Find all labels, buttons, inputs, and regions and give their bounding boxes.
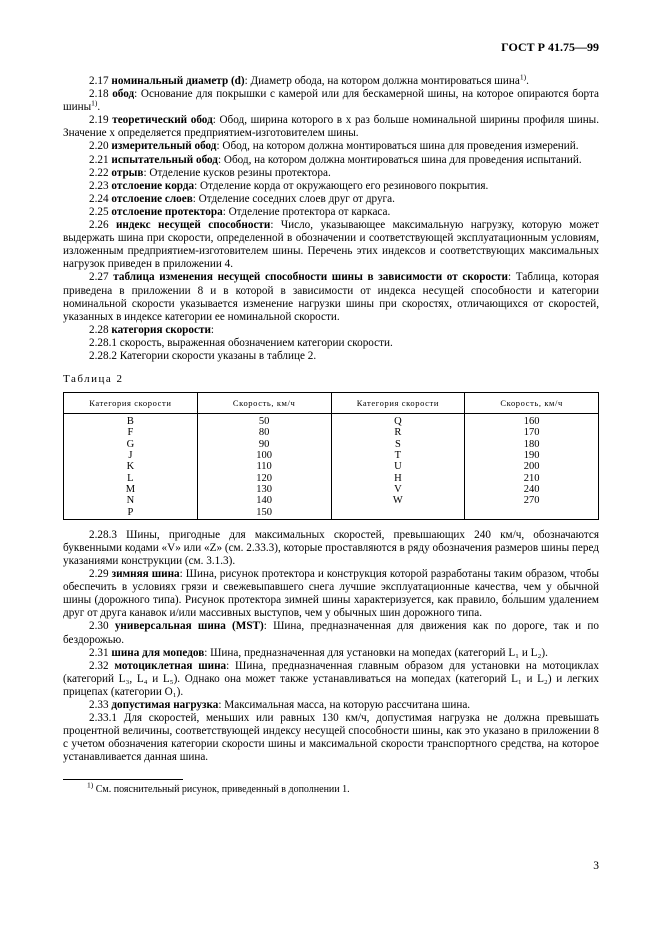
paragraphs-top: [63, 72, 600, 363]
document-body: [63, 72, 600, 796]
paragraph-2-18: [63, 88, 599, 114]
table-header-cell: Категория скорости: [331, 393, 465, 414]
table-cell: 130: [256, 483, 272, 495]
table-cell: 160: [523, 416, 540, 428]
table-column-category-2: [331, 414, 465, 520]
definition-text: : Отделение кусков резины протектора.: [143, 166, 331, 179]
paragraph-2-22: [63, 167, 599, 180]
table-cell: G: [126, 438, 135, 450]
table-cell: Q: [394, 416, 402, 428]
paragraph-number: 2.23: [89, 179, 109, 192]
table-caption: Таблица 2: [63, 373, 124, 386]
table-cell: 200: [523, 461, 540, 473]
table-cell: W: [392, 495, 403, 507]
table-cell: H: [394, 472, 402, 484]
paragraph-2-25: [63, 206, 599, 219]
footnote-text: См. пояснительный рисунок, приведенный в дополнении 1.: [95, 783, 350, 795]
paragraph-number: 2.31: [89, 646, 109, 659]
paragraph-2-28-1: [63, 337, 599, 350]
definition-text: : Шина, предназначенная главным образом для установки на мотоциклах (категорий L₃, L₄ и L₅). Однако она может также устанавливаться на мопедах (категорий L₁ и L₂) и легких прицепах (категории O₁).: [63, 659, 599, 698]
paragraph-2-17: [63, 72, 599, 88]
paragraph-2-30: [63, 620, 599, 646]
table-cell: U: [394, 461, 402, 473]
footnote-mark: 1): [87, 780, 94, 790]
paragraph-2-19: [63, 114, 599, 140]
definition-text: : Обод, на котором должна монтироваться шина для проведения испытаний.: [217, 153, 582, 166]
definition-text: скорость, выраженная обозначением категории скорости.: [119, 336, 393, 349]
table-column-speed-1: [197, 414, 331, 520]
paragraph-2-28-2: [63, 350, 599, 363]
footnote-ref: 1): [91, 98, 98, 108]
term: номинальный диаметр (d): [111, 75, 245, 87]
term: обод: [112, 88, 135, 101]
definition-text: :: [210, 323, 215, 336]
definition-text: : Шина, предназначенная для установки на мопедах (категорий L₁ и L₂).: [204, 646, 548, 659]
definition-text: : Число, указывающее максимальную нагрузку, которую может выдержать шина при скорости, определенной в обозначении и соответствующей эксплуатационным условиям, изложенным предприятием-изготовителем шины. Перечень этих индексов и соответствующих максимальных нагрузок приведен в приложении 4.: [63, 219, 600, 271]
paragraph-2-33-1: [63, 712, 599, 764]
definition-text: Категории скорости указаны в таблице 2.: [119, 349, 317, 362]
paragraph-2-24: [63, 193, 599, 206]
page-number: 3: [593, 860, 599, 872]
punctuation: .: [526, 75, 529, 87]
table-cell: 170: [523, 427, 540, 439]
term: теоретический обод: [112, 114, 213, 127]
document-header: ГОСТ Р 41.75—99: [501, 40, 599, 54]
definition-text: : Шина, рисунок протектора и конструкция которой разработаны таким образом, чтобы обеспечить в условиях грязи и свежевыпавшего снега лучшие эксплуатационные качества, чем у обычной шины (дорожного типа). Рисунок протектора зимней шины характеризуется, как правило, бо́льшим удалением друг от друга канавок и/или массивных выступов, чем у обычных шин дорожного типа.: [63, 568, 600, 620]
term: индекс несущей способности: [115, 219, 271, 232]
table-cell: T: [394, 450, 402, 462]
table-cell: P: [127, 506, 134, 518]
paragraph-number: 2.19: [89, 114, 109, 127]
table-cell: 240: [523, 483, 540, 495]
table-header-cell: Категория скорости: [64, 393, 198, 414]
table-cell: 110: [256, 461, 272, 473]
definition-text: : Отделение корда от окружающего его резинового покрытия.: [194, 179, 489, 192]
paragraph-2-20: [63, 140, 599, 153]
term: отрыв: [111, 166, 144, 179]
table-cell: 270: [523, 495, 540, 507]
paragraph-number: 2.24: [89, 192, 109, 205]
paragraph-2-26: [63, 219, 599, 271]
table-cell: 140: [256, 495, 272, 507]
definition-text: Для скоростей, меньших или равных 130 км/ч, допустимая нагрузка не должна превышать процентной величины, соответствующей индексу несущей способности шины, как это указано в приложении 8 с учетом обозначения категории скорости шины и максимальной скорости транспортного средства, на которое устанавливается данная шина.: [63, 712, 599, 764]
paragraph-2-28-3: [63, 529, 599, 568]
paragraph-2-28: [63, 324, 599, 337]
table-cell: 120: [256, 472, 272, 484]
table-cell: S: [394, 438, 401, 450]
punctuation: .: [97, 101, 101, 114]
table-cell: 90: [258, 438, 270, 450]
table-cell: 150: [256, 506, 272, 518]
definition-text: : Обод, ширина которого в x раз больше номинальной ширины профиля шины. Значение x определяется предприятием-изготовителем шины.: [63, 114, 599, 140]
paragraph-number: 2.30: [89, 620, 109, 633]
paragraph-2-29: [63, 568, 599, 620]
table-cell: 180: [523, 438, 540, 450]
paragraph-2-33: [63, 699, 599, 712]
table-cell: F: [127, 427, 134, 439]
definition-text: : Таблица, которая приведена в приложении 8 и в которой в зависимости от индекса несущей способности и категории номинальной скорости указывается изменение нагрузки шины при скоростях, отличающихся от скоростей, указанных в индексе категории ее номинальной скорости.: [63, 271, 600, 323]
paragraph-number: 2.33.1: [89, 712, 117, 725]
table-header-cell: Скорость, км/ч: [465, 393, 599, 414]
table-cell: 190: [523, 450, 540, 462]
table-cell: J: [128, 450, 133, 462]
paragraph-number: 2.28.2: [89, 349, 117, 362]
footnote: [63, 780, 599, 796]
table-cell: N: [126, 495, 135, 507]
paragraph-number: 2.32: [89, 659, 109, 672]
definition-text: : Отделение протектора от каркаса.: [222, 205, 391, 218]
term: измерительный обод: [111, 140, 217, 153]
definition-text: : Обод, на котором должна монтироваться шина для проведения измерений.: [216, 140, 579, 153]
table-cell: 80: [258, 427, 270, 439]
table-cell: V: [394, 483, 402, 495]
definition-text: Шины, пригодные для максимальных скоростей, превышающих 240 км/ч, обозначаются буквенными кодами «V» или «Z» (см. 2.33.3), которые проставляются в ряду обозначения размеров шины перед указаниями конструкции (см. 3.1.3).: [63, 528, 599, 568]
term: отслоение корда: [111, 179, 195, 192]
term: таблица изменения несущей способности шины в зависимости от скорости: [113, 271, 508, 284]
term: универсальная шина (MST): [114, 620, 264, 633]
paragraph-number: 2.29: [89, 568, 109, 581]
term: мотоциклетная шина: [114, 659, 227, 672]
paragraph-number: 2.33: [89, 699, 109, 712]
table-cell: K: [126, 461, 135, 473]
footnote-ref: 1): [519, 72, 527, 82]
table-header-cell: Скорость, км/ч: [197, 393, 331, 414]
paragraph-2-32: [63, 660, 599, 699]
paragraphs-bottom: [63, 529, 599, 765]
paragraph-number: 2.20: [89, 140, 109, 153]
paragraph-number: 2.21: [89, 153, 109, 166]
paragraph-number: 2.28.1: [89, 336, 117, 349]
table-cell: 210: [523, 472, 540, 484]
paragraph-2-31: [63, 647, 599, 660]
definition-text: : Отделение соседних слоев друг от друга.: [192, 192, 395, 205]
speed-category-table: [63, 392, 599, 520]
paragraph-2-23: [63, 180, 599, 193]
term: категория скорости: [111, 323, 211, 336]
definition-text: : Шина, предназначенная для движения как по дороге, так и по бездорожью.: [63, 620, 599, 646]
term: отслоение слоев: [111, 192, 193, 205]
paragraph-number: 2.26: [89, 219, 109, 232]
term: зимняя шина: [111, 568, 180, 581]
table-cell: M: [125, 483, 136, 495]
paragraph-number: 2.27: [89, 271, 109, 284]
definition-text: : Максимальная масса, на которую рассчитана шина.: [218, 699, 471, 712]
paragraph-2-21: [63, 154, 599, 167]
table-column-speed-2: [465, 414, 599, 520]
paragraph-number: 2.28.3: [89, 528, 117, 541]
table-column-category-1: [64, 414, 198, 520]
term: испытательный обод: [111, 153, 218, 166]
table-cell: 50: [258, 416, 270, 428]
paragraph-number: 2.18: [89, 88, 109, 101]
table-cell: L: [127, 472, 134, 484]
paragraph-2-27: [63, 271, 599, 323]
paragraph-number: 2.28: [89, 323, 109, 336]
term: шина для мопедов: [111, 646, 205, 659]
table-cell: B: [126, 416, 134, 428]
table-cell: 100: [256, 450, 272, 462]
paragraph-number: 2.17: [89, 75, 109, 87]
paragraph-number: 2.25: [89, 205, 109, 218]
definition-text: : Диаметр обода, на котором должна монтироваться шина: [244, 75, 520, 87]
term: допустимая нагрузка: [111, 699, 219, 712]
table-cell: R: [394, 427, 402, 439]
footnote-divider: [63, 779, 183, 780]
term: отслоение протектора: [111, 205, 223, 218]
paragraph-number: 2.22: [89, 166, 109, 179]
definition-text: : Основание для покрышки с камерой или для бескамерной шины, на которое опираются борта шины: [63, 88, 599, 114]
